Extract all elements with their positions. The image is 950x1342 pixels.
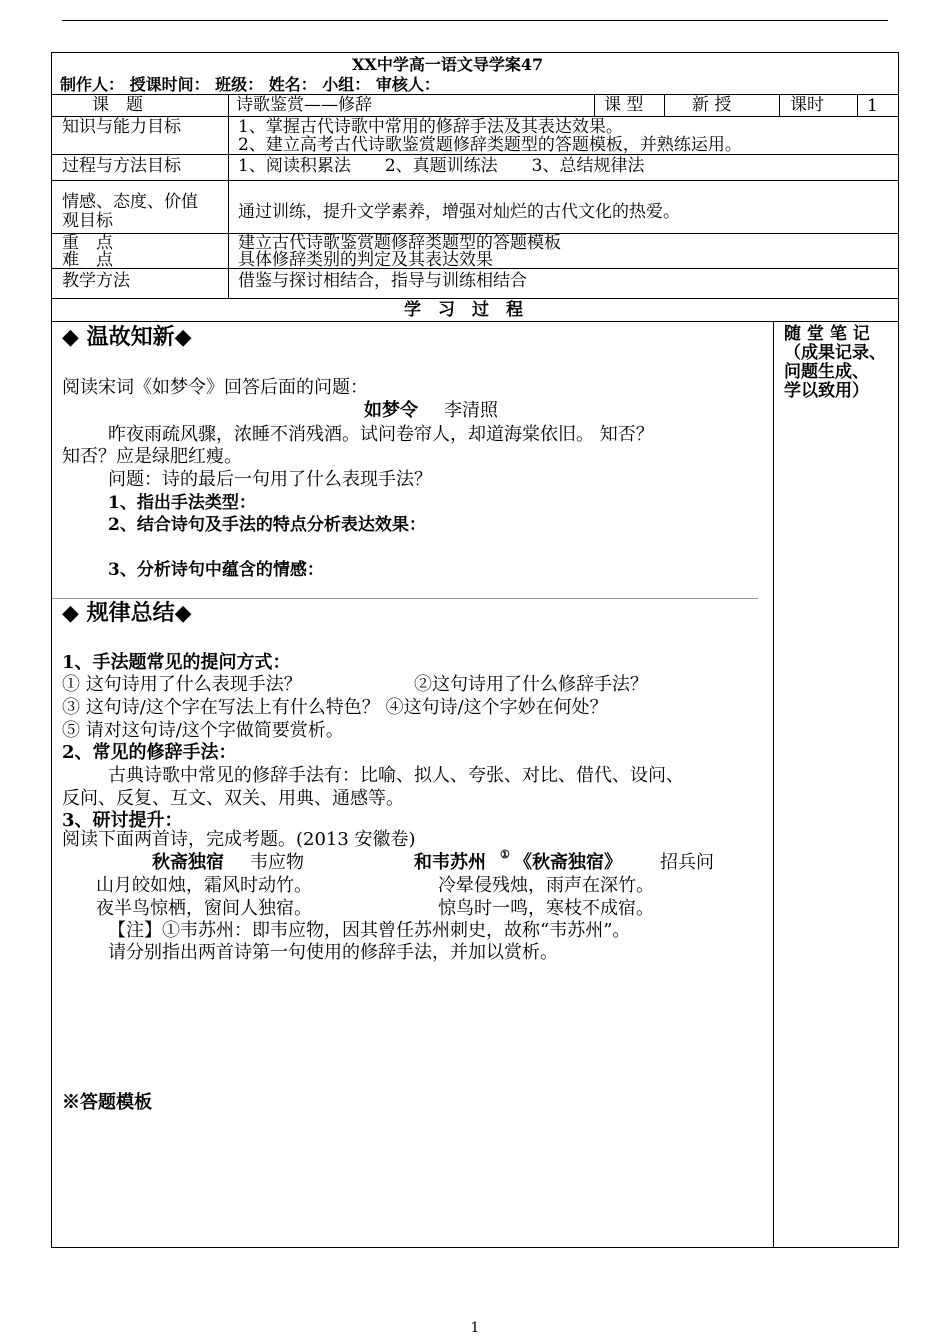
notes-line-2: （成果记录、 [784, 343, 886, 363]
row-divider [52, 94, 898, 95]
poem1-line-1: 山月皎如烛，霜风时动竹。 [96, 875, 312, 896]
review-q1: 1、指出手法类型： [108, 493, 256, 513]
review-intro: 阅读宋词《如梦令》回答后面的问题： [62, 377, 368, 398]
rules-s1-line3: ⑤ 请对这句诗/这个字做简要赏析。 [62, 720, 344, 741]
template-heading: ※答题模板 [62, 1092, 152, 1113]
rules-s1-line1a: ① 这句诗用了什么表现手法？ [62, 674, 302, 695]
poem1-title: 秋斋独宿 [152, 852, 224, 873]
type-label: 课 型 [604, 95, 644, 115]
rules-s2-line1: 古典诗歌中常见的修辞手法有：比喻、拟人、夸张、对比、借代、设问、 [108, 765, 684, 786]
poem2-line-2: 惊鸟时一鸣，寒枝不成宿。 [438, 898, 654, 919]
review-q2: 2、结合诗句及手法的特点分析表达效果： [108, 515, 426, 535]
footnote: 【注】①韦苏州：即韦应物，因其曾任苏州刺史，故称“韦苏州”。 [108, 920, 631, 941]
topic-label: 课 题 [92, 95, 143, 115]
hours-value: 1 [867, 96, 878, 116]
review-heading: ◆ 温故知新◆ [62, 324, 192, 350]
page-number: 1 [470, 1320, 480, 1336]
worksheet-frame [51, 52, 899, 1248]
poem1-author: 韦应物 [250, 852, 304, 873]
method-label: 教学方法 [62, 271, 130, 291]
notes-column-divider [773, 321, 774, 1247]
difficult-label: 难 点 [62, 250, 113, 270]
emotion-value: 通过训练，提升文学素养，增强对灿烂的古代文化的热爱。 [238, 202, 680, 222]
type-value: 新 授 [692, 95, 732, 115]
process-value: 1、阅读积累法 2、真题训练法 3、总结规律法 [238, 156, 645, 176]
process-heading: 学 习 过 程 [404, 300, 523, 320]
knowledge-label: 知识与能力目标 [62, 117, 181, 137]
process-label: 过程与方法目标 [62, 156, 181, 176]
poem-line-2: 知否？应是绿肥红瘦。 [62, 446, 242, 467]
poem2-title-2: 《秋斋独宿》 [514, 852, 622, 873]
poem1-line-2: 夜半鸟惊栖，窗间人独宿。 [96, 898, 312, 919]
review-question: 问题：诗的最后一句用了什么表现手法？ [108, 469, 432, 490]
notes-line-1: 随 堂 笔 记 [784, 324, 870, 344]
rules-s1-line1b: ②这句诗用了什么修辞手法？ [414, 674, 648, 695]
worksheet-meta: 制作人： 授课时间： 班级： 姓名： 小组： 审核人： [60, 75, 440, 94]
notes-line-3: 问题生成、 [784, 362, 869, 382]
poem2-title: 和韦苏州 [414, 852, 486, 873]
col-divider [857, 94, 858, 116]
poem-author: 李清照 [444, 400, 498, 421]
hours-label: 课时 [790, 95, 824, 115]
row-divider [52, 298, 898, 299]
key-value: 建立古代诗歌鉴赏题修辞类题型的答题模板 [238, 233, 561, 253]
key-label: 重 点 [62, 233, 113, 253]
rules-s3-intro: 阅读下面两首诗，完成考题。(2013 安徽卷) [62, 829, 416, 850]
poem-title: 如梦令 [364, 400, 418, 421]
col-divider [228, 94, 229, 298]
rules-s1-line2: ③ 这句诗/这个字在写法上有什么特色？ ④这句诗/这个字妙在何处？ [62, 697, 608, 718]
row-divider [52, 321, 898, 322]
rules-s3-title: 3、研讨提升： [62, 810, 183, 831]
task: 请分别指出两首诗第一句使用的修辞手法，并加以赏析。 [108, 942, 558, 963]
row-divider [52, 180, 898, 181]
header-rule [62, 20, 888, 21]
rules-s2-title: 2、常见的修辞手法： [62, 742, 237, 763]
col-divider [779, 94, 780, 116]
section-divider [52, 598, 758, 599]
emotion-label-1: 情感、态度、价值 [62, 192, 198, 212]
poem2-line-1: 冷晕侵残烛，雨声在深竹。 [438, 875, 654, 896]
rules-heading: ◆ 规律总结◆ [62, 600, 192, 626]
col-divider [664, 94, 665, 116]
poem-line-1: 昨夜雨疏风骤，浓睡不消残酒。试问卷帘人，却道海棠依旧。 知否？ [108, 424, 654, 445]
method-value: 借鉴与探讨相结合，指导与训练相结合 [238, 271, 527, 291]
topic-value: 诗歌鉴赏——修辞 [236, 95, 372, 115]
rules-s2-line2: 反问、反复、互文、双关、用典、通感等。 [62, 788, 404, 809]
notes-line-4: 学以致用） [784, 381, 869, 401]
knowledge-goal-1: 1、掌握古代诗歌中常用的修辞手法及其表达效果。 [238, 117, 623, 137]
knowledge-goal-2: 2、建立高考古代诗歌鉴赏题修辞类题型的答题模板，并熟练运用。 [238, 135, 742, 155]
review-q3: 3、分析诗句中蕴含的情感： [108, 560, 324, 580]
worksheet-title: XX中学高一语文导学案47 [352, 55, 544, 74]
col-divider [594, 94, 595, 116]
rules-s1-title: 1、手法题常见的提问方式： [62, 652, 291, 673]
poem2-footnote-mark: ① [500, 848, 510, 861]
poem2-author: 招兵问 [660, 852, 714, 873]
emotion-label-2: 观目标 [62, 211, 113, 231]
difficult-value: 具体修辞类别的判定及其表达效果 [238, 250, 493, 270]
